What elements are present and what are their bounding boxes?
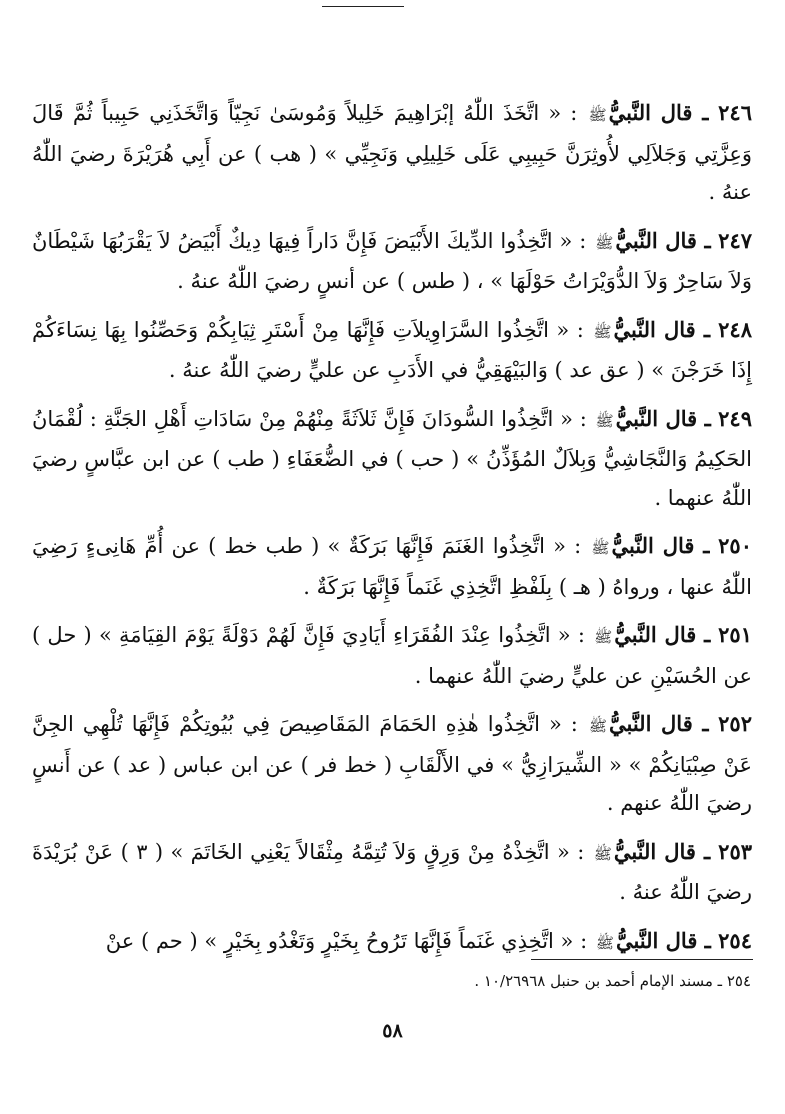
entry-separator: ـ <box>697 927 719 953</box>
salutation-icon: ﷺ <box>594 628 613 646</box>
entry-separator: ـ <box>695 316 719 342</box>
entry-number: ٢٤٨ <box>718 316 752 342</box>
hadith-entry-246 <box>32 94 752 212</box>
entry-separator: ـ <box>697 405 719 431</box>
entry-text: : « اتَّخَذَ اللّٰهُ إبْرَاهِيمَ خَلِيلاً وَمُوسَىٰ نَجِيّاً وَاتَّخَذَنِي حَبِيباً ثُمَّ قَالَ وَعِزَّتِي وَجَلاَلِي لأُوثِرَنَّ حَبِيبِي عَلَى خَلِيلِي وَنَجِيِّي » ( هب ) عن أَبِي هُرَيْرَةَ رضيَ اللّٰهُ عنهُ . <box>32 101 752 204</box>
top-rule <box>322 6 404 7</box>
salutation-icon: ﷺ <box>595 933 614 952</box>
entry-separator: ـ <box>694 533 719 558</box>
hadith-entry-253 <box>32 833 752 912</box>
salutation-icon: ﷺ <box>595 411 614 430</box>
hadith-entry-251 <box>32 616 752 695</box>
entry-separator: ـ <box>695 838 719 864</box>
entry-number: ٢٤٦ <box>718 100 752 125</box>
entry-number: ٢٤٩ <box>718 405 752 431</box>
hadith-entry-249 <box>32 400 752 518</box>
entry-text: : « اتَّخِذِي غَنَماً فَإِنَّهَا تَرُوحُ بِخَيْرٍ وَتَغْدُو بِخَيْرٍ » ( حم ) عنْ <box>105 928 594 953</box>
salutation-icon: ﷺ <box>591 539 610 557</box>
hadith-list <box>32 94 752 972</box>
footnote-divider <box>531 959 753 960</box>
hadith-entry-248 <box>32 311 752 390</box>
salutation-icon: ﷺ <box>588 106 607 124</box>
entry-speaker: قال النَّبيُّ <box>613 316 696 342</box>
entry-separator: ـ <box>692 711 719 736</box>
hadith-entry-252 <box>32 705 752 823</box>
salutation-icon: ﷺ <box>593 322 612 341</box>
hadith-entry-250 <box>32 527 752 606</box>
entry-text: : « اتَّخِذُوا الدِّيكَ الأَبْيَضَ فَإِنَّ دَاراً فِيهَا دِيكٌ أَبْيَضُ لاَ يَقْرَبُهَا شَيْطَانٌ وَلاَ سَاحِرٌ وَلاَ الدُّوَيْرَاتُ حَوْلَهَا » ، ( طس ) عن أنسٍ رضيَ اللّٰهُ عنهُ . <box>32 228 752 293</box>
entry-separator: ـ <box>692 100 719 125</box>
entry-number: ٢٥٢ <box>718 711 752 736</box>
hadith-entry-254 <box>32 922 752 963</box>
entry-speaker: قال النَّبيُّ <box>615 927 698 953</box>
salutation-icon: ﷺ <box>588 717 607 735</box>
entry-number: ٢٥١ <box>718 622 752 647</box>
entry-number: ٢٥٤ <box>718 927 752 953</box>
entry-text: : « اتَّخِذُوا عِنْدَ الفُقَرَاءِ أَيَادِيَ فَإِنَّ لَهُمْ دَوْلَةً يَوْمَ القِيَامَةِ » ( حل ) عن الحُسَيْنِ عن عليٍّ رضيَ اللّٰهُ عنهما . <box>32 623 752 688</box>
hadith-entry-247 <box>32 222 752 301</box>
entry-speaker: قال النَّبيُّ <box>611 533 695 558</box>
entry-text: : « اتَّخِذْهُ مِنْ وَرِقٍ وَلاَ تُتِمَّهُ مِثْقَالاً يَعْنِي الخَاتَمَ » ( ٣ ) عَنْ بُرَيْدَةَ رضيَ اللّٰهُ عنهُ . <box>32 839 752 904</box>
entry-text: : « اتَّخِذُوا هٰذِهِ الحَمَامَ المَقَاصِيصَ فِي بُيُوتِكُمْ فَإِنَّهَا تُلْهِي الجِنَّ عَنْ صِبْيَانِكُمْ » « الشِّيرَازِيُّ » في الأَلْقَابِ ( خط فر ) عن ابن عباس ( عد ) عن أَنسٍ رضيَ اللّٰهُ عنهم . <box>32 712 752 815</box>
entry-text: : « اتَّخِذُوا السُّودَانَ فَإِنَّ ثَلاَثَةً مِنْهُمْ مِنْ سَادَاتِ أَهْلِ الجَنَّةِ : لُقْمَانُ الحَكِيمُ وَالنَّجَاشِيُّ وَبِلاَلٌ المُؤَذِّنُ » ( حب ) في الضُّعَفَاءِ ( طب ) عن ابن عبَّاسٍ رضيَ اللّٰهُ عنهما . <box>32 406 752 510</box>
entry-speaker: قال النَّبيُّ <box>609 711 693 736</box>
footnote: ٢٥٤ ـ مسند الإمام أحمد بن حنبل ١٠/٢٦٩٦٨ . <box>474 972 751 990</box>
entry-speaker: قال النَّبيُّ <box>615 227 697 253</box>
entry-text: : « اتَّخِذُوا الغَنَمَ فَإِنَّهَا بَرَكَةٌ » ( طب خط ) عن أُمِّ هَانِىءٍ رَضِيَ اللّٰهُ عنها ، ورواهُ ( هـ ) بِلَفْظِ اتَّخِذِي غَنَماً فَإِنَّهَا بَرَكَةٌ . <box>32 534 752 599</box>
entry-separator: ـ <box>696 622 719 647</box>
entry-speaker: قال النَّبيُّ <box>614 622 697 647</box>
entry-number: ٢٥٠ <box>718 533 752 558</box>
page-number: ٥٨ <box>382 1020 403 1042</box>
salutation-icon: ﷺ <box>595 233 614 252</box>
entry-number: ٢٥٣ <box>718 838 753 864</box>
entry-speaker: قال النَّبيُّ <box>608 100 693 125</box>
entry-speaker: قال النَّبيُّ <box>613 838 696 864</box>
entry-speaker: قال النَّبيُّ <box>615 405 698 431</box>
entry-separator: ـ <box>696 227 719 253</box>
entry-number: ٢٤٧ <box>718 227 753 253</box>
entry-text: : « اتَّخِذُوا السَّرَاوِيلاَتِ فَإِنَّهَا مِنْ أَسْتَرِ ثِيَابِكُمْ وَحَصِّنُوا بِهَا نِسَاءَكُمْ إِذَا خَرَجْنَ » ( عق عد ) وَالبَيْهَقِيُّ في الأَدَبِ عن عليٍّ رضيَ اللّٰهُ عنهُ . <box>32 317 752 382</box>
salutation-icon: ﷺ <box>593 844 612 863</box>
